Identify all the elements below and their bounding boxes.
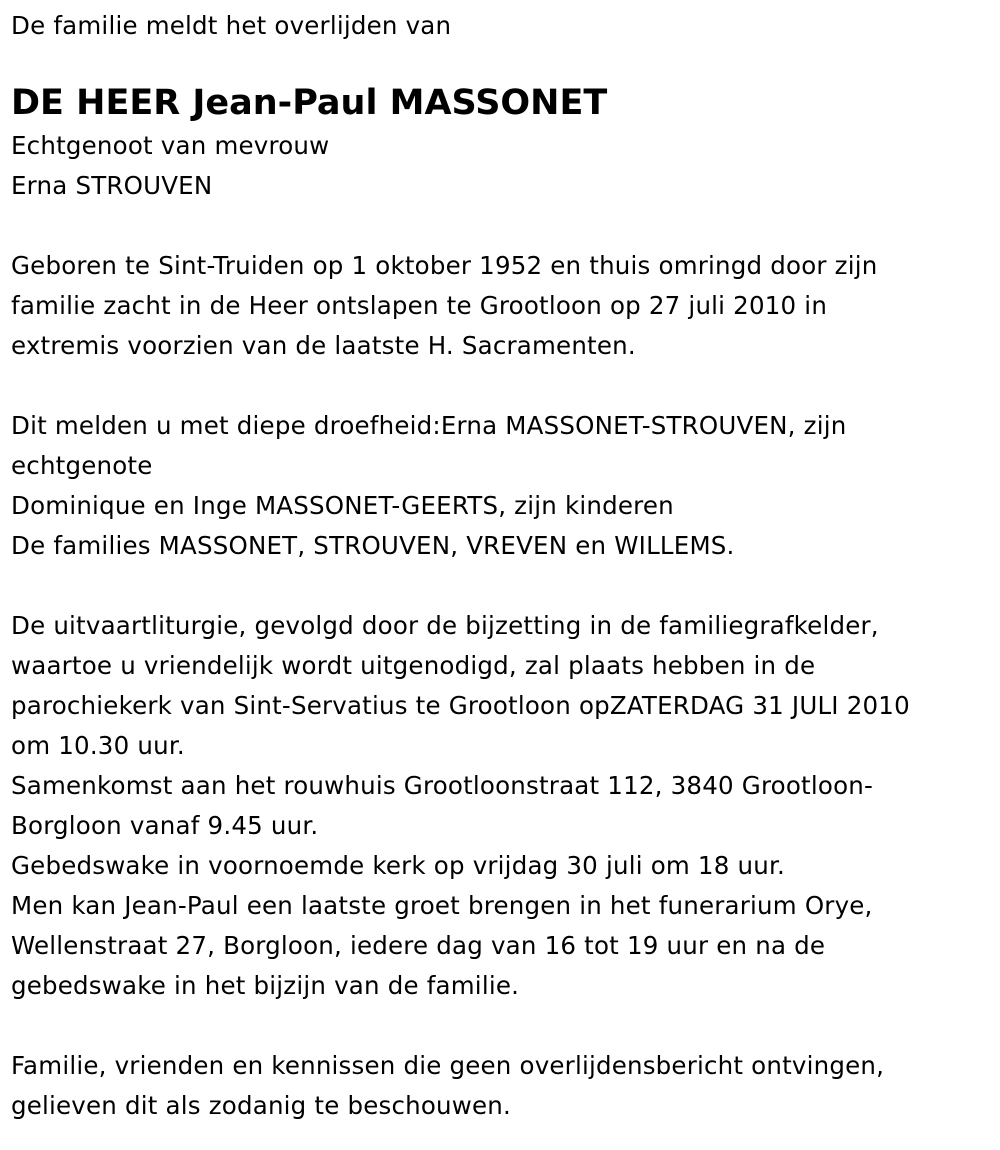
- funeral-line: waartoe u vriendelijk wordt uitgenodigd, zal plaats hebben in de: [11, 651, 816, 680]
- intro-text: De familie meldt het overlijden van: [11, 11, 452, 40]
- deceased-name: DE HEER Jean-Paul MASSONET: [11, 83, 608, 123]
- funeral-line: om 10.30 uur.: [11, 731, 185, 760]
- spouse-name: Erna STROUVEN: [11, 171, 213, 200]
- funeral-line: De uitvaartliturgie, gevolgd door de bijzetting in de familiegrafkelder,: [11, 611, 879, 640]
- spouse-block: [11, 126, 986, 206]
- paragraph-gap: [11, 206, 986, 246]
- closing-line: Familie, vrienden en kennissen die geen overlijdensbericht ontvingen,: [11, 1051, 885, 1080]
- closing-paragraph: [11, 1046, 986, 1126]
- paragraph-gap: [11, 1006, 986, 1046]
- mourners-line: Dominique en Inge MASSONET-GEERTS, zijn kinderen: [11, 491, 674, 520]
- birth-death-line: Geboren te Sint-Truiden op 1 oktober 1952 en thuis omringd door zijn: [11, 251, 878, 280]
- mourners-line: Dit melden u met diepe droefheid:Erna MASSONET-STROUVEN, zijn: [11, 411, 847, 440]
- funeral-line: Gebedswake in voornoemde kerk op vrijdag 30 juli om 18 uur.: [11, 851, 785, 880]
- funeral-line: gebedswake in het bijzijn van de familie.: [11, 971, 520, 1000]
- mourners-line: echtgenote: [11, 451, 153, 480]
- funeral-line: Men kan Jean-Paul een laatste groet brengen in het funerarium Orye,: [11, 891, 873, 920]
- spouse-line: Echtgenoot van mevrouw: [11, 131, 330, 160]
- paragraph-gap: [11, 366, 986, 406]
- death-notice: [11, 6, 986, 1126]
- funeral-paragraph: [11, 606, 986, 1006]
- closing-line: gelieven dit als zodanig te beschouwen.: [11, 1091, 512, 1120]
- mourners-line: De families MASSONET, STROUVEN, VREVEN en WILLEMS.: [11, 531, 735, 560]
- birth-death-line: extremis voorzien van de laatste H. Sacramenten.: [11, 331, 636, 360]
- funeral-line: Samenkomst aan het rouwhuis Grootloonstraat 112, 3840 Grootloon-: [11, 771, 874, 800]
- funeral-line: Borgloon vanaf 9.45 uur.: [11, 811, 319, 840]
- birth-death-line: familie zacht in de Heer ontslapen te Grootloon op 27 juli 2010 in: [11, 291, 828, 320]
- birth-death-paragraph: [11, 246, 986, 366]
- funeral-line: parochiekerk van Sint-Servatius te Grootloon opZATERDAG 31 JULI 2010: [11, 691, 910, 720]
- paragraph-gap: [11, 566, 986, 606]
- funeral-line: Wellenstraat 27, Borgloon, iedere dag van 16 tot 19 uur en na de: [11, 931, 826, 960]
- mourners-paragraph: [11, 406, 986, 566]
